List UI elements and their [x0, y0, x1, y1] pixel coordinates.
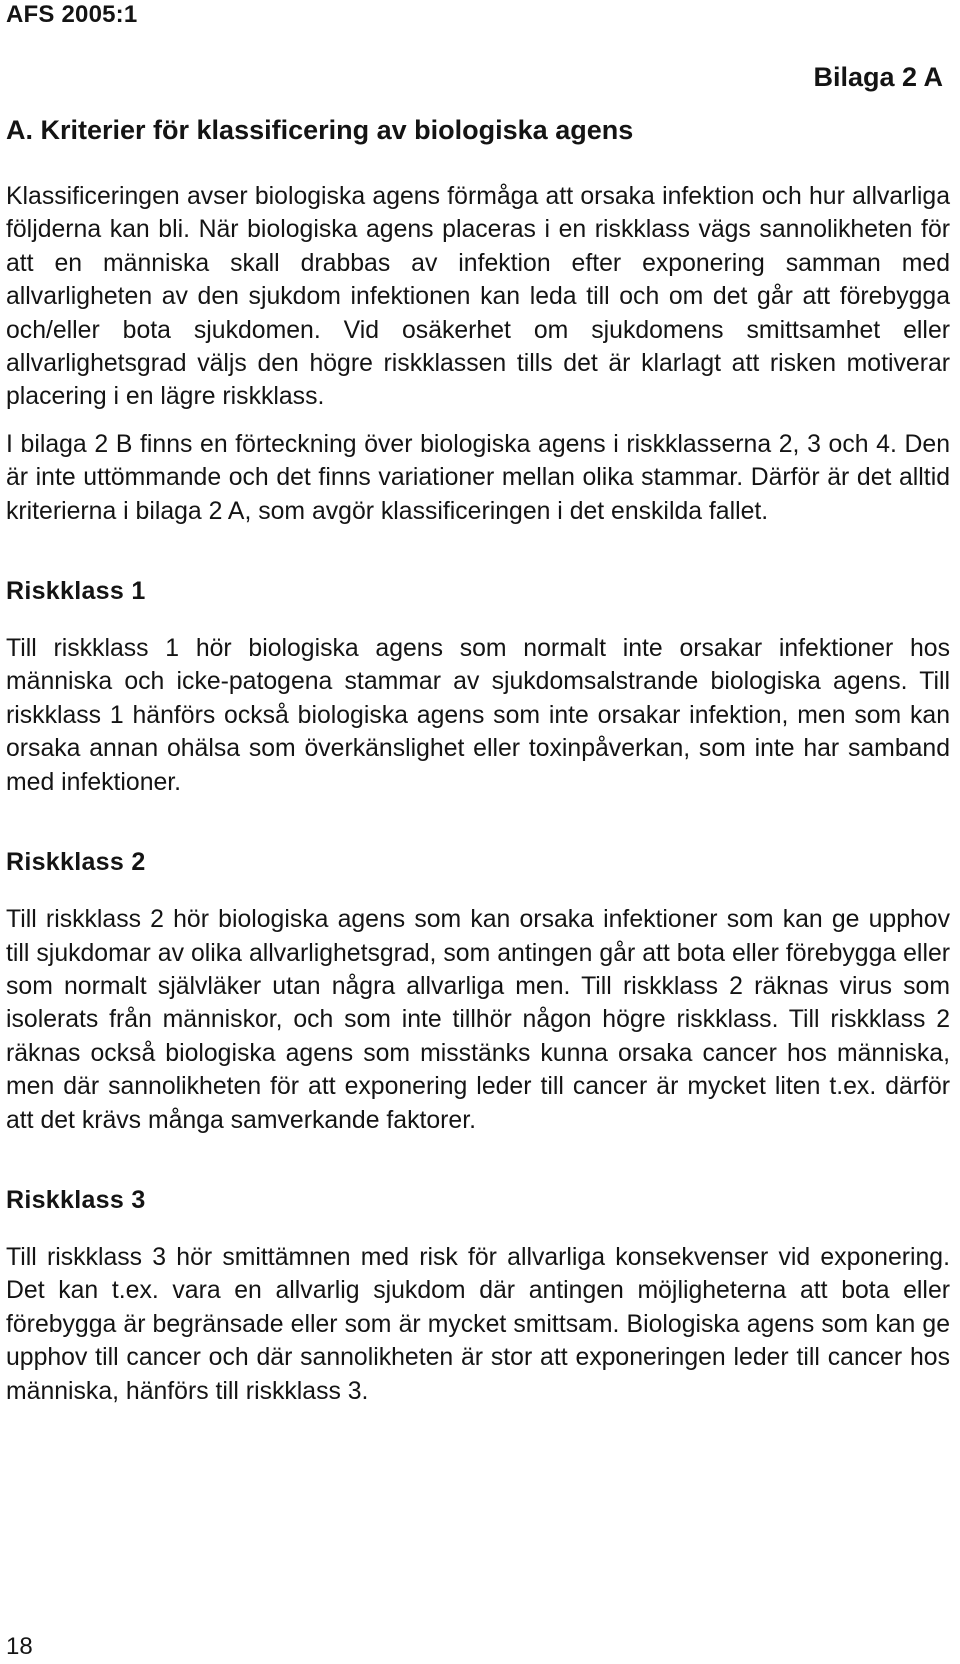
document-body — [6, 113, 950, 1408]
appendix-label: Bilaga 2 A — [813, 62, 943, 92]
risk-class-1-text: Till riskklass 1 hör biologiska agens som normalt inte orsakar infektioner hos människa och icke-patogena stammar av sjukdomsalstrande biologiska agens. Till riskklass 1 hänförs också biologiska agens som inte orsakar infektion, men som kan orsaka annan ohälsa som överkänslighet eller toxinpåverkan, som inte har samband med infektioner. — [6, 635, 950, 796]
risk-class-1-heading: Riskklass 1 — [6, 577, 146, 606]
classification-criteria-section — [6, 113, 950, 528]
risk-class-2-text: Till riskklass 2 hör biologiska agens som kan orsaka infektioner som kan ge upphov till sjukdomar av olika allvarlighetsgrad, som antingen går att bota eller förebygga eller som normalt självläker utan några allvarliga men. Till riskklass 2 räknas virus som isolerats från människor, och som inte tillhör någon högre riskklass. Till riskklass 2 räknas också biologiska agens som misstänks kunna orsaka cancer hos människa, men där sannolikheten för att exponering leder till cancer är mycket liten t.ex. därför att det krävs många samverkande faktorer. — [6, 906, 950, 1134]
risk-class-2-section — [6, 845, 950, 1137]
risk-class-3-heading: Riskklass 3 — [6, 1185, 146, 1214]
risk-class-3-section — [6, 1183, 950, 1408]
page-number: 18 — [6, 1633, 33, 1660]
section-title: A. Kriterier för klassificering av biologiska agens — [6, 115, 634, 145]
page-header-publication: AFS 2005:1 — [6, 1, 138, 28]
risk-class-2-heading: Riskklass 2 — [6, 848, 146, 877]
risk-class-1-section — [6, 574, 950, 799]
risk-class-3-text: Till riskklass 3 hör smittämnen med risk för allvarliga konsekvenser vid exponering. Det kan t.ex. vara en allvarlig sjukdom där antingen möjligheterna att bota eller förebygga är begränsade eller som är mycket smittsam. Biologiska agens som kan ge upphov till cancer och där sannolikheten är stor att exponeringen leder till cancer hos människa, hänförs till riskklass 3. — [6, 1243, 950, 1405]
appendix-reference-paragraph: I bilaga 2 B finns en förteckning över biologiska agens i riskklasserna 2, 3 och 4. Den är inte uttömmande och det finns variationer mellan olika stammar. Därför är det alltid kriterierna i bilaga 2 A, som avgör klassificeringen i det enskilda fallet. — [6, 430, 950, 525]
intro-paragraph: Klassificeringen avser biologiska agens förmåga att orsaka infektion och hur allvarliga följderna kan bli. När biologiska agens placeras i en riskklass vägs sannolikheten för att en människa skall drabbas av infektion efter exponering samman med allvarligheten av den sjukdom infektionen kan leda till och om det går att förebygga och/eller bota sjukdomen. Vid osäkerhet om sjukdomens smittsamhet eller allvarlighetsgrad väljs den högre riskklassen tills det är klarlagt att risken motiverar placering i en lägre riskklass. — [6, 183, 950, 411]
